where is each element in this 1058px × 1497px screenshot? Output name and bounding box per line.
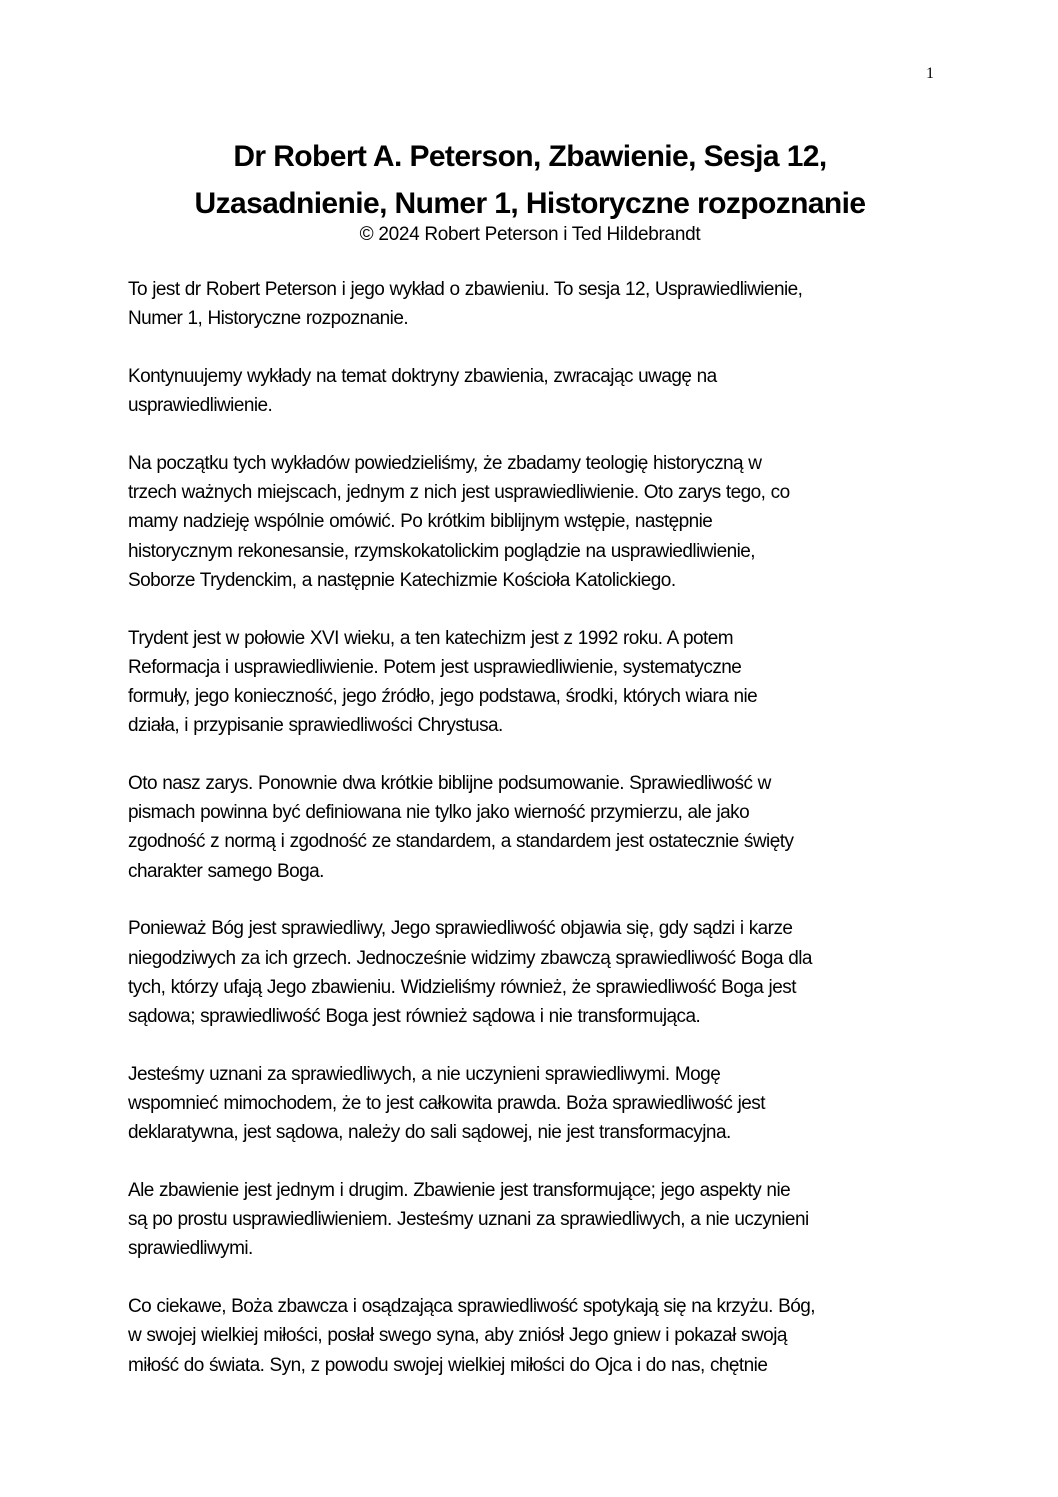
- paragraph-line: sądowa; sprawiedliwość Boga jest również sądowa i nie transformująca.: [128, 1006, 701, 1028]
- paragraph-line: Ponieważ Bóg jest sprawiedliwy, Jego sprawiedliwość objawia się, gdy sądzi i karze: [128, 918, 793, 940]
- paragraph-line: są po prostu usprawiedliwieniem. Jesteśmy uznani za sprawiedliwych, a nie uczynieni: [128, 1209, 809, 1231]
- paragraph: [128, 624, 948, 741]
- paragraph-line: deklaratywna, jest sądowa, należy do sali sądowej, nie jest transformacyjna.: [128, 1122, 731, 1144]
- paragraph-line: zgodność z normą i zgodność ze standardem, a standardem jest ostatecznie święty: [128, 831, 794, 853]
- paragraph-line: Trydent jest w połowie XVI wieku, a ten katechizm jest z 1992 roku. A potem: [128, 627, 734, 649]
- paragraph: [128, 1176, 948, 1264]
- paragraph-line: działa, i przypisanie sprawiedliwości Chrystusa.: [128, 715, 503, 737]
- paragraph-line: sprawiedliwymi.: [128, 1238, 253, 1260]
- paragraph: [128, 275, 948, 333]
- paragraph-line: formuły, jego konieczność, jego źródło, jego podstawa, środki, których wiara nie: [128, 686, 758, 708]
- paragraph-line: niegodziwych za ich grzech. Jednocześnie widzimy zbawczą sprawiedliwość Boga dla: [128, 947, 812, 969]
- paragraph: [128, 362, 948, 420]
- paragraph-line: Na początku tych wykładów powiedzieliśmy, że zbadamy teologię historyczną w: [128, 453, 762, 474]
- paragraph-line: wspomnieć mimochodem, że to jest całkowita prawda. Boża sprawiedliwość jest: [128, 1093, 765, 1115]
- paragraph-line: Jesteśmy uznani za sprawiedliwych, a nie uczynieni sprawiedliwymi. Mogę: [128, 1063, 721, 1085]
- paragraph-line: To jest dr Robert Peterson i jego wykład o zbawieniu. To sesja 12, Usprawiedliwienie,: [128, 279, 803, 300]
- page-number: 1: [926, 65, 934, 82]
- paragraph-line: mamy nadzieję wspólnie omówić. Po krótkim biblijnym wstępie, następnie: [128, 511, 713, 533]
- paragraph: [128, 1060, 948, 1148]
- paragraph-line: miłość do świata. Syn, z powodu swojej wielkiej miłości do Ojca i do nas, chętnie: [128, 1354, 768, 1376]
- paragraph-line: trzech ważnych miejscach, jednym z nich jest usprawiedliwienie. Oto zarys tego, co: [128, 482, 790, 504]
- document-body: [128, 275, 948, 1408]
- paragraph-line: Oto nasz zarys. Ponownie dwa krótkie biblijne podsumowanie. Sprawiedliwość w: [128, 773, 771, 795]
- paragraph-line: Kontynuujemy wykłady na temat doktryny zbawienia, zwracając uwagę na: [128, 366, 717, 387]
- paragraph-line: pismach powinna być definiowana nie tylko jako wierność przymierzu, ale jako: [128, 802, 750, 824]
- document-header: [80, 133, 980, 246]
- paragraph: [128, 449, 948, 595]
- document-title-line-2: Uzasadnienie, Numer 1, Historyczne rozpoznanie: [194, 187, 866, 220]
- paragraph-line: tych, którzy ufają Jego zbawieniu. Widzieliśmy również, że sprawiedliwość Boga jest: [128, 976, 796, 998]
- paragraph: [128, 769, 948, 886]
- paragraph-line: historycznym rekonesansie, rzymskokatolickim poglądzie na usprawiedliwienie,: [128, 540, 756, 562]
- paragraph-line: Soborze Trydenckim, a następnie Katechizmie Kościoła Katolickiego.: [128, 569, 676, 591]
- copyright-notice: © 2024 Robert Peterson i Ted Hildebrandt: [359, 224, 701, 245]
- paragraph-line: Co ciekawe, Boża zbawcza i osądzająca sprawiedliwość spotykają się na krzyżu. Bóg,: [128, 1296, 815, 1318]
- document-title-line-1: Dr Robert A. Peterson, Zbawienie, Sesja 12,: [233, 140, 827, 173]
- paragraph-line: usprawiedliwienie.: [128, 395, 273, 417]
- paragraph: [128, 1292, 948, 1380]
- paragraph-line: charakter samego Boga.: [128, 860, 324, 882]
- paragraph-line: Numer 1, Historyczne rozpoznanie.: [128, 308, 409, 330]
- paragraph-line: Ale zbawienie jest jednym i drugim. Zbawienie jest transformujące; jego aspekty nie: [128, 1180, 791, 1202]
- paragraph-line: Reformacja i usprawiedliwienie. Potem jest usprawiedliwienie, systematyczne: [128, 656, 742, 678]
- paragraph-line: w swojej wielkiej miłości, posłał swego syna, aby zniósł Jego gniew i pokazał swoją: [128, 1325, 787, 1347]
- paragraph: [128, 914, 948, 1031]
